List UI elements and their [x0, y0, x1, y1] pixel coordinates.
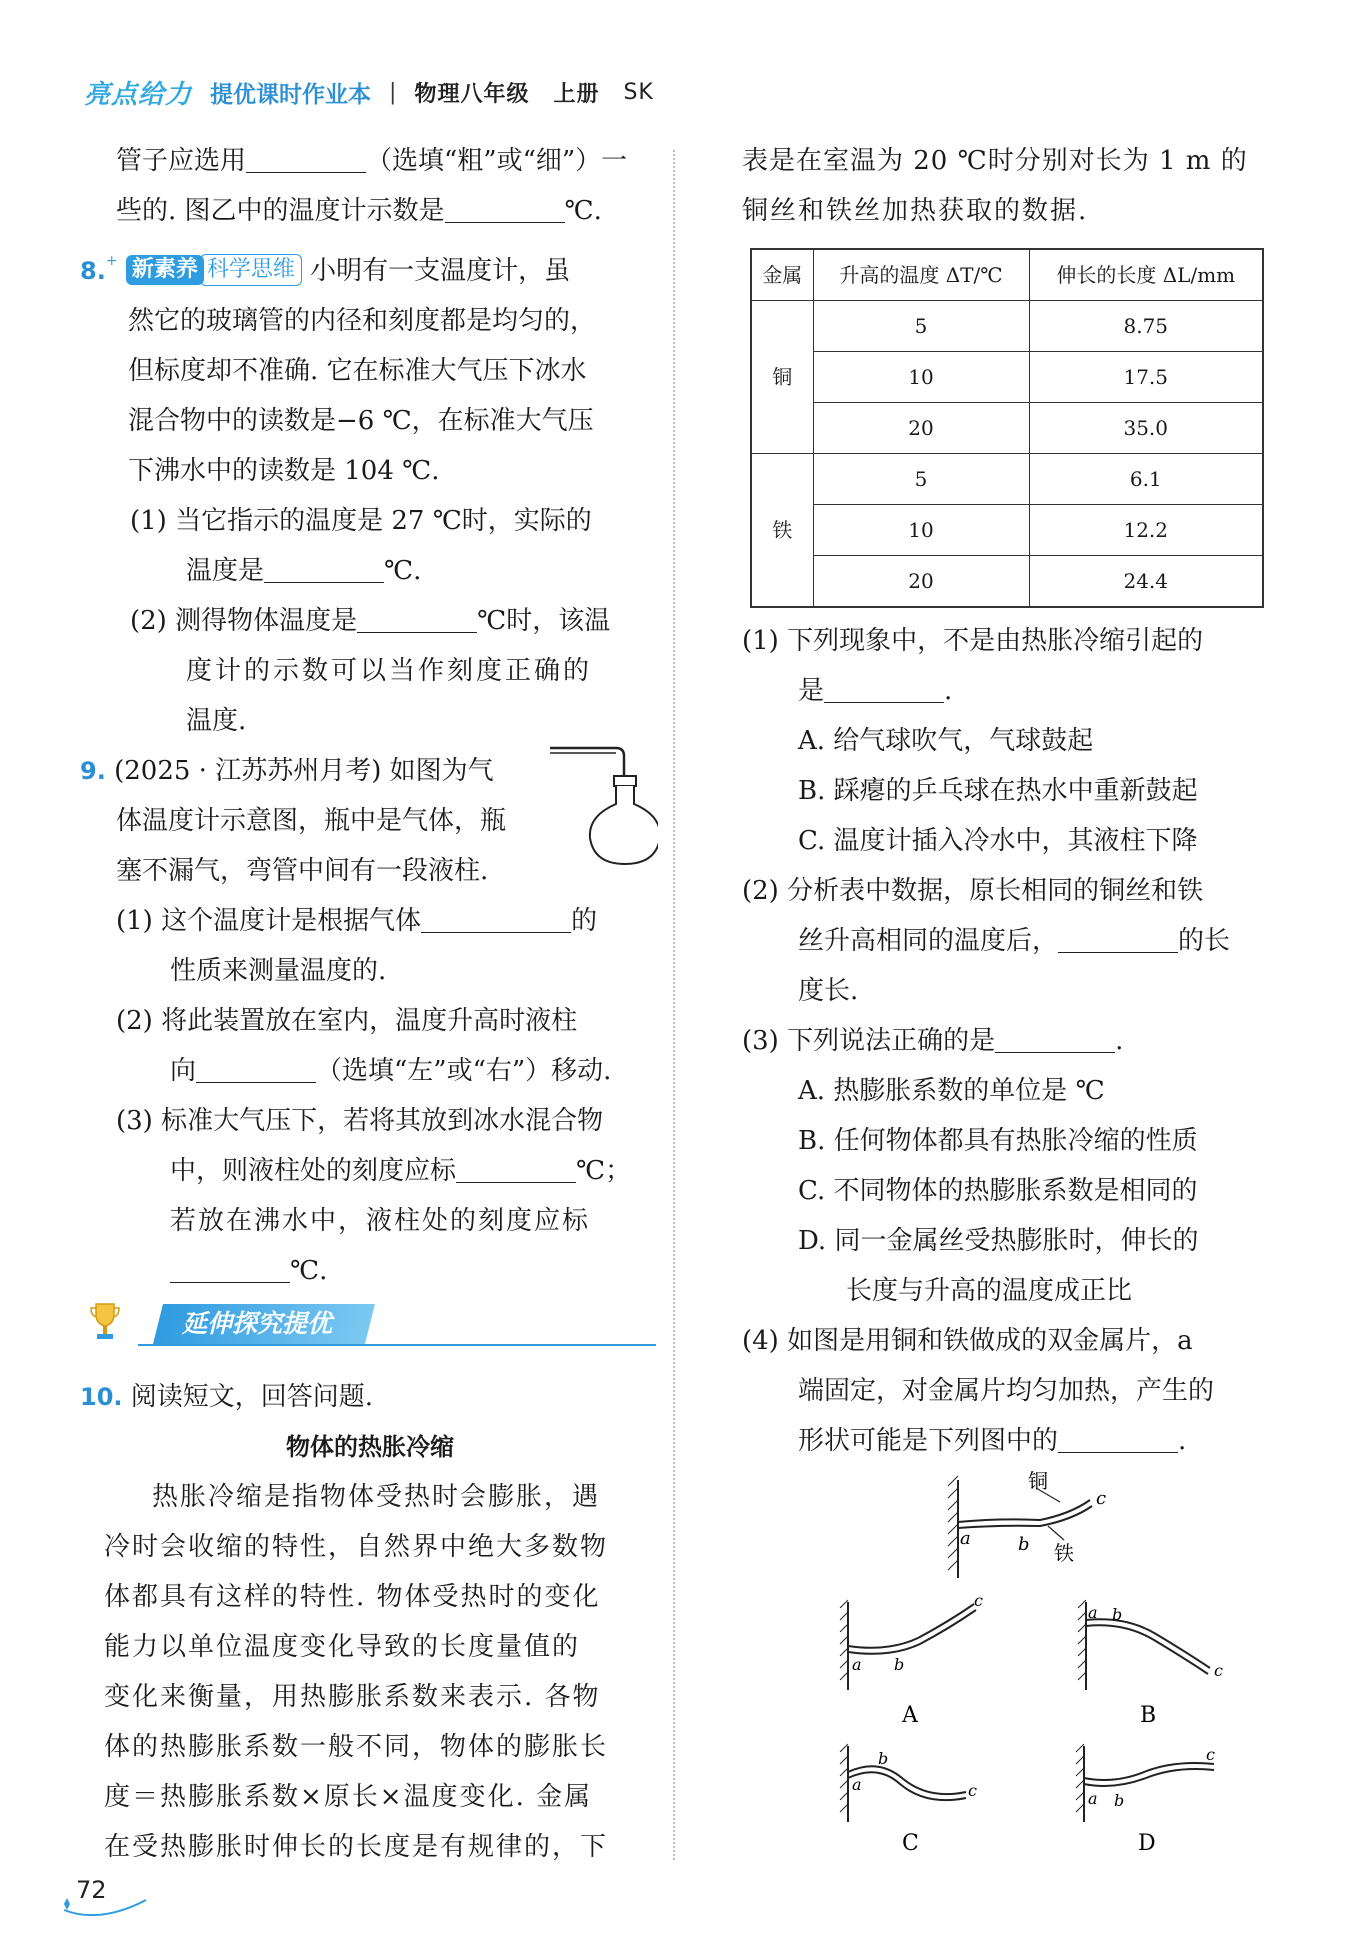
point-a-label: a [1088, 1789, 1098, 1808]
gas-thermometer-figure [548, 738, 658, 868]
answer-blank[interactable] [995, 1019, 1115, 1053]
question-number: 10. [80, 1383, 123, 1411]
q8-sub1: (1) 当它指示的温度是 27 ℃时，实际的 [130, 506, 592, 536]
option-item-cont: 长度与升高的温度成正比 [846, 1276, 1133, 1306]
copper-label: 铜 [1028, 1470, 1048, 1493]
brand-logo: 亮点给力 [84, 79, 193, 110]
q8-line: 然它的玻璃管的内径和刻度都是均匀的， [128, 306, 597, 336]
edition-label: SK [623, 79, 654, 105]
q9-sub1-line: 性质来测量温度的. [170, 956, 387, 986]
point-c-label: c [968, 1781, 977, 1800]
option-item: C. 温度计插入冷水中，其液柱下降 [798, 826, 1198, 856]
q8-sub2: (2) 测得物体温度是 ℃时，该温 [80, 596, 660, 646]
left-column [80, 136, 660, 1296]
s2-line: 度长. [798, 976, 859, 1006]
answer-blank[interactable] [456, 1149, 576, 1183]
s1-answer-line: 是 . [742, 666, 1282, 716]
q9-sub2-line: 向 （选填“左”或“右”）移动. [80, 1046, 660, 1096]
answer-blank[interactable] [246, 139, 366, 173]
s4-line: (4) 如图是用铜和铁做成的双金属片，a [742, 1326, 1193, 1356]
q10-block [80, 1372, 660, 1872]
option-figure-a [838, 1594, 998, 1734]
q9-sub3-line: 中，则液柱处的刻度应标 ℃； [80, 1146, 660, 1196]
article-line: 冷时会收缩的特性，自然界中绝大多数物 [104, 1532, 609, 1562]
table-row [751, 301, 1263, 352]
answer-blank[interactable] [421, 899, 571, 933]
q8-line: 但标度却不准确. 它在标准大气压下冰水 [128, 356, 587, 386]
subject-label: 物理八年级 [414, 81, 530, 107]
intro-line: 表是在室温为 20 ℃时分别对长为 1 m 的 [742, 146, 1248, 176]
expansion-data-table [750, 248, 1264, 608]
table-row [751, 505, 1263, 556]
q8-sub2-line: 度计的示数可以当作刻度正确的 [186, 656, 593, 686]
answer-blank[interactable] [357, 599, 477, 633]
answer-blank[interactable] [1058, 919, 1178, 953]
article-line: 在受热膨胀时伸长的长度是有规律的，下 [104, 1832, 609, 1862]
article-line: 能力以单位温度变化导致的长度量值的 [104, 1632, 581, 1662]
point-a-label: a [960, 1528, 971, 1549]
article-line: 变化来衡量，用热膨胀系数来表示. 各物 [104, 1682, 601, 1712]
book-title: 提优课时作业本 [210, 81, 372, 108]
table-header-row [751, 249, 1263, 301]
temperature-cell: 5 [813, 301, 1029, 352]
page-number: 72 [76, 1876, 107, 1904]
q8-sub1-answer: 温度是 ℃. [80, 546, 660, 596]
option-item: B. 踩瘪的乒乓球在热水中重新鼓起 [798, 776, 1198, 806]
metal-cell: 铁 [751, 454, 813, 608]
option-figure-d [1074, 1742, 1234, 1862]
iron-label: 铁 [1054, 1541, 1074, 1565]
option-item: B. 任何物体都具有热胀冷缩的性质 [798, 1126, 1198, 1156]
page-header [84, 72, 654, 112]
table-row [751, 454, 1263, 505]
s3-line: (3) 下列说法正确的是 . [742, 1016, 1282, 1066]
temperature-cell: 20 [813, 403, 1029, 454]
point-a-label: a [852, 1655, 862, 1674]
s1-line: (1) 下列现象中，不是由热胀冷缩引起的 [742, 626, 1204, 656]
q8-line: 下沸水中的读数是 104 ℃. [128, 456, 440, 486]
answer-blank[interactable] [1058, 1419, 1178, 1453]
table-header-cell: 升高的温度 ΔT/℃ [813, 249, 1029, 301]
s4-line: 端固定，对金属片均匀加热，产生的 [798, 1376, 1215, 1406]
point-c-label: c [1214, 1661, 1223, 1680]
option-item: A. 热膨胀系数的单位是 ℃ [798, 1076, 1105, 1106]
table-row [751, 556, 1263, 608]
table-header-cell: 金属 [751, 249, 813, 301]
point-c-label: c [974, 1594, 983, 1610]
option-figure-c [838, 1742, 998, 1862]
temperature-cell: 10 [813, 505, 1029, 556]
s2-line: (2) 分析表中数据，原长相同的铜丝和铁 [742, 876, 1204, 906]
q8-sub2-line: 温度. [186, 706, 247, 736]
q9-sub3-line: ℃. [80, 1246, 660, 1296]
table-row [751, 352, 1263, 403]
banner-label: 延伸探究提优 [153, 1304, 375, 1344]
s2-line: 丝升高相同的温度后， 的长 [742, 916, 1282, 966]
option-item: A. 给气球吹气，气球鼓起 [798, 726, 1094, 756]
elongation-cell: 35.0 [1029, 403, 1263, 454]
article-line: 度＝热膨胀系数×原长×温度变化. 金属 [104, 1782, 593, 1812]
answer-blank[interactable] [445, 189, 565, 223]
temperature-cell: 10 [813, 352, 1029, 403]
point-b-label: b [878, 1749, 889, 1768]
q9-sub2: (2) 将此装置放在室内，温度升高时液柱 [116, 1006, 578, 1036]
q8-line: 混合物中的读数是−6 ℃，在标准大气压 [128, 406, 594, 436]
elongation-cell: 12.2 [1029, 505, 1263, 556]
option-item: C. 不同物体的热膨胀系数是相同的 [798, 1176, 1198, 1206]
temperature-cell: 20 [813, 556, 1029, 608]
q9-line: 塞不漏气，弯管中间有一段液柱. [116, 856, 489, 886]
metal-cell: 铜 [751, 301, 813, 454]
article-line: 体都具有这样的特性. 物体受热时的变化 [104, 1582, 601, 1612]
q8-line1: 8.+ 新素养 科学思维 小明有一支温度计，虽 [80, 253, 571, 286]
table-header-cell: 伸长的长度 ΔL/mm [1029, 249, 1263, 301]
elongation-cell: 17.5 [1029, 352, 1263, 403]
column-divider [673, 150, 675, 1860]
point-b-label: b [894, 1655, 905, 1674]
right-column [742, 136, 1282, 1466]
point-c-label: c [1096, 1488, 1107, 1509]
q9-sub1: (1) 这个温度计是根据气体 的 [80, 896, 660, 946]
option-b-label: B [1140, 1703, 1157, 1728]
question-number: 9. [80, 757, 106, 785]
answer-blank[interactable] [264, 549, 384, 583]
article-body [80, 1472, 660, 1872]
elongation-cell: 8.75 [1029, 301, 1263, 352]
elongation-cell: 6.1 [1029, 454, 1263, 505]
answer-blank[interactable] [824, 669, 944, 703]
answer-blank[interactable] [196, 1049, 316, 1083]
banner-underline [138, 1344, 656, 1346]
option-d-label: D [1138, 1831, 1156, 1856]
bimetal-strip-figure [940, 1470, 1140, 1580]
point-b-label: b [1114, 1791, 1125, 1810]
q7-line2: 些的. 图乙中的温度计示数是 ℃. [80, 186, 660, 236]
q9-line: 体温度计示意图，瓶中是气体，瓶 [116, 806, 507, 836]
article-line: 热胀冷缩是指物体受热时会膨胀，遇 [152, 1482, 601, 1512]
point-b-label: b [1112, 1605, 1123, 1624]
header-separator: | [389, 79, 397, 105]
q10-line1: 10. 阅读短文，回答问题. [80, 1382, 374, 1412]
option-item: D. 同一金属丝受热膨胀时，伸长的 [798, 1226, 1199, 1256]
option-figure-b [1076, 1594, 1236, 1734]
article-title: 物体的热胀冷缩 [286, 1433, 454, 1461]
option-a-label: A [902, 1703, 918, 1728]
table-row [751, 403, 1263, 454]
tag-new-literacy: 新素养 [126, 255, 204, 285]
q7-line1: 管子应选用 （选填“粗”或“细”）一 [80, 136, 660, 186]
q9-sub3-line: 若放在沸水中，液柱处的刻度应标 [170, 1206, 591, 1236]
q9-line1: 9. (2025 · 江苏苏州月考) 如图为气 [80, 756, 494, 786]
point-c-label: c [1206, 1745, 1215, 1764]
article-line: 体的热膨胀系数一般不同，物体的膨胀长 [104, 1732, 609, 1762]
temperature-cell: 5 [813, 454, 1029, 505]
q9-sub3: (3) 标准大气压下，若将其放到冰水混合物 [116, 1106, 604, 1136]
option-c-label: C [902, 1831, 919, 1856]
answer-blank[interactable] [170, 1249, 290, 1283]
elongation-cell: 24.4 [1029, 556, 1263, 608]
point-a-label: a [852, 1775, 862, 1794]
point-b-label: b [1018, 1534, 1030, 1555]
point-a-label: a [1088, 1603, 1098, 1622]
volume-label: 上册 [553, 81, 600, 107]
tag-scientific-thinking: 科学思维 [200, 254, 302, 286]
s4-line: 形状可能是下列图中的 . [742, 1416, 1282, 1466]
question-number: 8. [80, 257, 106, 285]
section-banner [88, 1300, 656, 1350]
intro-line: 铜丝和铁丝加热获取的数据. [742, 196, 1089, 226]
